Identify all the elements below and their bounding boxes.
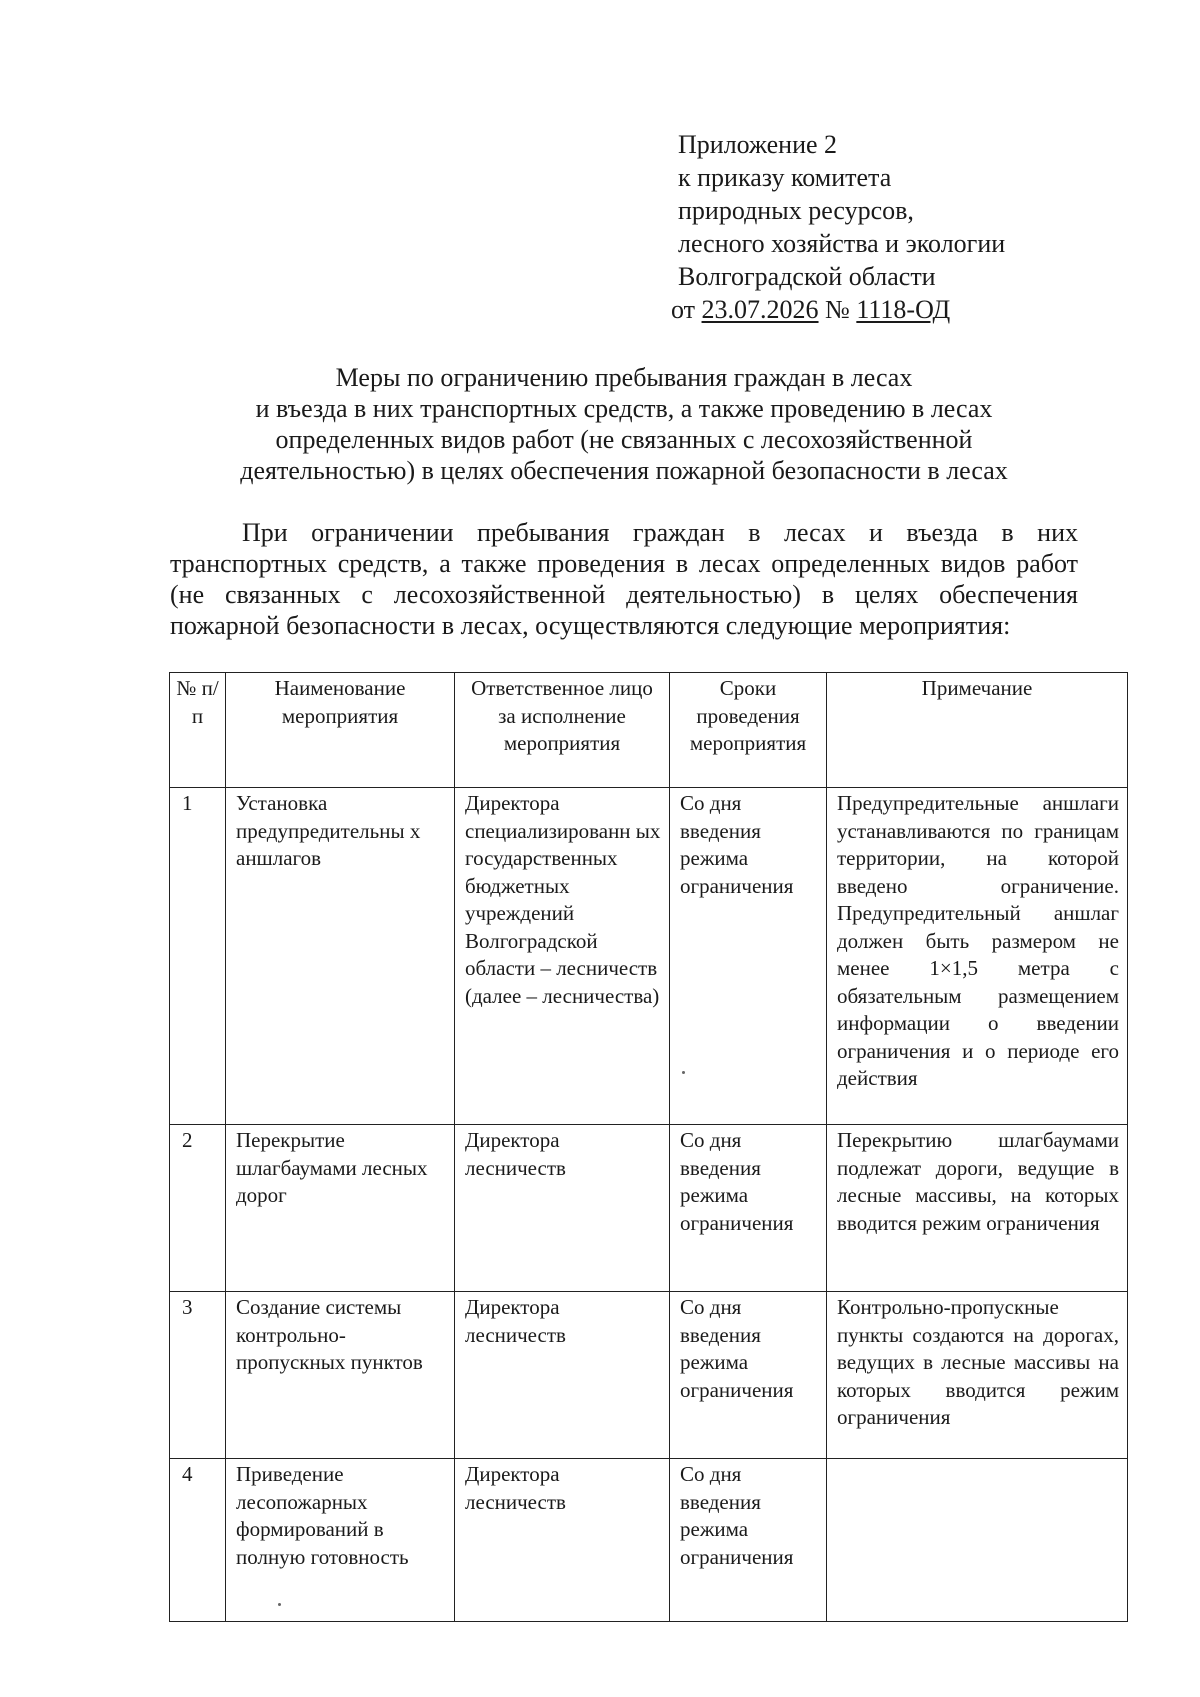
- header-name: Наименование мероприятия: [226, 673, 455, 788]
- intro-line-1: При ограничении пребывания граждан в лесах и въезда в них: [242, 518, 1078, 547]
- intro-line-3: (не связанных с лесохозяйственной деятельностью) в целях обеспечения: [170, 580, 1078, 609]
- row-number: 3: [170, 1292, 226, 1459]
- row-responsible: Директора лесничеств: [455, 1125, 670, 1292]
- row-note: Предупредительные аншлаги устанавливаются по границам территории, на которой введено ограничение. Предупредительный аншлаг должен быть размером не менее 1×1,5 метра с обязательным размещением информации о введении ограничения и о периоде его действия: [827, 788, 1128, 1125]
- row-number: 1: [170, 788, 226, 1125]
- header-term: Сроки проведения мероприятия: [670, 673, 827, 788]
- row-term: Со дня введения режима ограничения: [670, 1459, 827, 1622]
- appendix-region: Волгоградской области: [678, 262, 936, 291]
- intro-line-2: транспортных средств, а также проведения в лесах определенных видов работ: [170, 549, 1078, 578]
- header-number: № п/п: [170, 673, 226, 788]
- appendix-order-ref: к приказу комитета: [678, 163, 892, 192]
- order-number: 1118-ОД: [856, 295, 951, 324]
- table-row: [170, 1292, 1128, 1459]
- number-sign: №: [818, 295, 857, 324]
- row-note: Контрольно-пропускные пункты создаются на дорогах, ведущих в лесные массивы на которых вводится режим ограничения: [827, 1292, 1128, 1459]
- row-note: [827, 1459, 1128, 1622]
- row-number: 2: [170, 1125, 226, 1292]
- row-name: Создание системы контрольно-пропускных пунктов: [226, 1292, 455, 1459]
- intro-line-4: пожарной безопасности в лесах, осуществляются следующие мероприятия:: [170, 611, 1011, 640]
- row-number: 4: [170, 1459, 226, 1622]
- scan-speck: [682, 1071, 685, 1074]
- row-name: Установка предупредительны х аншлагов: [226, 788, 455, 1125]
- row-responsible: Директора специализированн ых государственных бюджетных учреждений Волгоградской области – лесничеств (далее – лесничества): [455, 788, 670, 1125]
- table-header-row: [170, 673, 1128, 788]
- title-line-4: деятельностью) в целях обеспечения пожарной безопасности в лесах: [240, 456, 1008, 485]
- row-responsible: Директора лесничеств: [455, 1292, 670, 1459]
- appendix-committee-line1: природных ресурсов,: [678, 196, 914, 225]
- date-prefix: от: [671, 295, 702, 324]
- row-responsible: Директора лесничеств: [455, 1459, 670, 1622]
- measures-table: [169, 672, 1128, 1622]
- appendix-date-line: [671, 293, 1098, 326]
- table-row: [170, 788, 1128, 1125]
- title-line-1: Меры по ограничению пребывания граждан в лесах: [335, 363, 913, 392]
- order-date: 23.07.2026: [701, 295, 819, 324]
- row-name: Перекрытие шлагбаумами лесных дорог: [226, 1125, 455, 1292]
- table-row: [170, 1459, 1128, 1622]
- header-responsible: Ответственное лицо за исполнение мероприятия: [455, 673, 670, 788]
- header-note: Примечание: [827, 673, 1128, 788]
- table-row: [170, 1125, 1128, 1292]
- document-title: [160, 362, 1088, 486]
- row-term: Со дня введения режима ограничения: [670, 1292, 827, 1459]
- intro-paragraph: [170, 517, 1078, 641]
- scan-speck: [278, 1603, 281, 1606]
- row-note: Перекрытию шлагбаумами подлежат дороги, ведущие в лесные массивы, на которых вводится режим ограничения: [827, 1125, 1128, 1292]
- title-line-2: и въезда в них транспортных средств, а также проведению в лесах: [255, 394, 993, 423]
- row-term: Со дня введения режима ограничения: [670, 1125, 827, 1292]
- row-name: Приведение лесопожарных формирований в полную готовность: [226, 1459, 455, 1622]
- title-line-3: определенных видов работ (не связанных с лесохозяйственной: [275, 425, 973, 454]
- appendix-header: [671, 128, 1098, 326]
- appendix-committee-line2: лесного хозяйства и экологии: [678, 229, 1006, 258]
- row-term: Со дня введения режима ограничения: [670, 788, 827, 1125]
- appendix-title: Приложение 2: [678, 130, 838, 159]
